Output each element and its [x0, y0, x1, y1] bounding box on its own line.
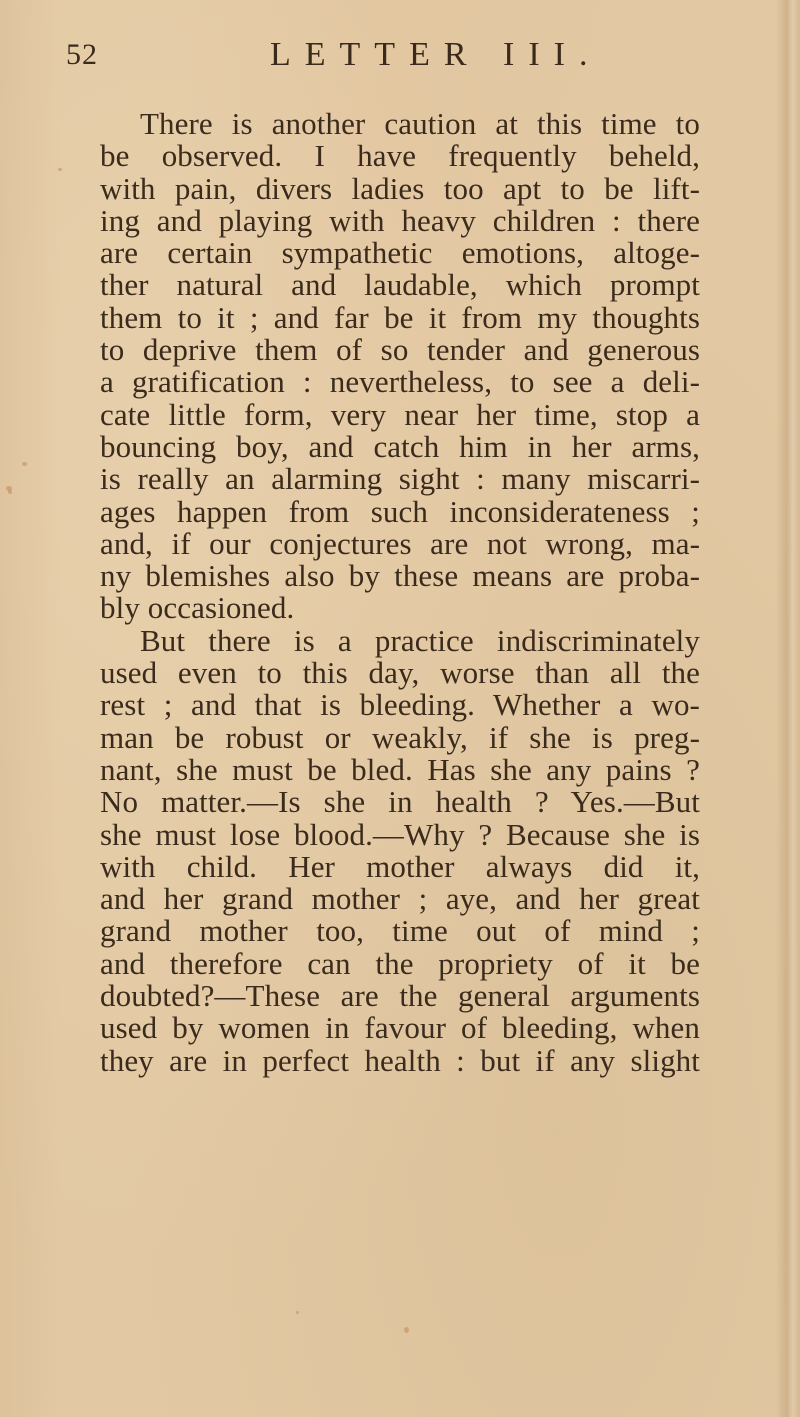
- text-line: bly occasioned.: [100, 590, 295, 626]
- text-line: nant, she must be bled. Has she any pains ?: [100, 751, 700, 787]
- page-number: 52: [66, 38, 98, 71]
- text-line: doubted?—These are the general arguments: [100, 978, 700, 1014]
- text-line: be observed. I have frequently beheld,: [100, 138, 700, 174]
- text-line: to deprive them of so tender and generous: [100, 332, 700, 368]
- page-shading: [0, 0, 60, 1417]
- text-line: man be robust or weakly, if she is preg-: [100, 719, 700, 755]
- foxing-spot: [58, 168, 62, 171]
- text-line: with pain, divers ladies too apt to be lift-: [100, 170, 700, 206]
- text-line: ther natural and laudable, which prompt: [100, 267, 700, 303]
- text-line: No matter.—Is she in health ? Yes.—But: [100, 784, 700, 820]
- text-line: ny blemishes also by these means are proba-: [100, 558, 700, 594]
- text-line: she must lose blood.—Why ? Because she is: [100, 816, 700, 852]
- text-line: used by women in favour of bleeding, when: [100, 1010, 700, 1046]
- text-line: they are in perfect health : but if any slight: [100, 1042, 700, 1078]
- text-line: grand mother too, time out of mind ;: [100, 913, 700, 949]
- text-line: rest ; and that is bleeding. Whether a wo-: [100, 687, 700, 723]
- text-line: and therefore can the propriety of it be: [100, 945, 700, 981]
- text-line: and, if our conjectures are not wrong, ma-: [100, 525, 700, 561]
- text-line: are certain sympathetic emotions, altoge-: [100, 235, 700, 271]
- text-line: a gratification : nevertheless, to see a deli-: [100, 364, 700, 400]
- page-header: [0, 22, 800, 82]
- page-edge: [776, 0, 800, 1417]
- text-line: them to it ; and far be it from my thoughts: [100, 299, 700, 335]
- running-head: LETTER III.: [270, 36, 602, 73]
- foxing-spot: [296, 1311, 299, 1314]
- text-line: with child. Her mother always did it,: [100, 848, 700, 884]
- text-line: But there is a practice indiscriminately: [140, 622, 700, 658]
- text-line: cate little form, very near her time, stop a: [100, 396, 700, 432]
- text-line: ages happen from such inconsiderateness ;: [100, 493, 700, 529]
- text-line: There is another caution at this time to: [140, 106, 700, 141]
- text-line: used even to this day, worse than all the: [100, 655, 700, 691]
- text-line: is really an alarming sight : many miscarri-: [100, 461, 700, 497]
- foxing-spot: [404, 1327, 409, 1333]
- body-text: [100, 108, 700, 1077]
- text-line: and her grand mother ; aye, and her great: [100, 881, 700, 917]
- text-line: ing and playing with heavy children : there: [100, 202, 700, 238]
- foxing-spot: [8, 490, 12, 494]
- foxing-spot: [22, 462, 27, 466]
- text-line: bouncing boy, and catch him in her arms,: [100, 428, 700, 464]
